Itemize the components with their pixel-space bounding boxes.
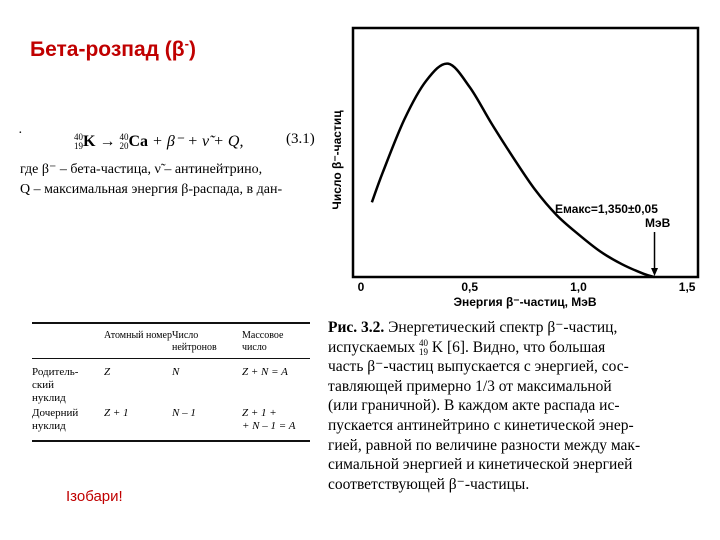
caption-line-3: часть β⁻-частиц выпускается с энергией, сос- — [328, 358, 629, 376]
table-row-daughter-a: Z + 1 + + N – 1 = A — [242, 407, 296, 432]
decay-equation: 40 19K → 40 20Ca + β⁻ + ν̃ + Q, — [74, 132, 244, 152]
x-tick-label: 1,5 — [678, 280, 696, 294]
beta-spectrum-chart — [325, 20, 705, 320]
spectrum-curve — [372, 64, 655, 277]
caption-line-5: (или граничной). В каждом акте распада ис- — [328, 397, 620, 415]
caption-line-6: пускается антинейтрино с кинетической энер- — [328, 416, 634, 434]
x-tick-label: 0 — [357, 280, 365, 294]
table-header-mass-number: Массовое число — [242, 330, 284, 353]
definition-line-2: Q – максимальная энергия β-распада, в дан- — [20, 182, 283, 197]
table-row-daughter-label: Дочерний нуклид — [32, 407, 79, 432]
table-header-atomic-number: Атомный номер — [104, 330, 172, 341]
x-axis-label: Энергия β⁻-частиц, МэВ — [453, 295, 597, 309]
table-row-daughter-n: N – 1 — [172, 407, 196, 419]
caption-body — [328, 357, 708, 494]
table-row-parent-n: N — [172, 366, 180, 378]
table-top-rule — [32, 322, 310, 324]
caption-line-7: гией, равной по величине разности между мак- — [328, 436, 641, 454]
bullet-mark: · — [18, 126, 23, 141]
table-header-neutrons: Число нейтронов — [172, 330, 217, 353]
slide-title: Бета-розпад (β-) — [30, 36, 196, 61]
figure-caption — [328, 318, 708, 494]
plot-frame — [353, 28, 698, 277]
emax-annotation: Eмакс=1,350±0,05 — [555, 202, 658, 216]
table-header-rule — [32, 358, 310, 359]
caption-line-1: Рис. 3.2. Энергетический спектр β⁻-частиц, — [328, 319, 618, 336]
caption-line-9: соответствующей β⁻-частицы. — [328, 475, 530, 493]
x-tick-label: 1,0 — [570, 280, 587, 294]
table-bottom-rule — [32, 440, 310, 442]
definitions — [20, 160, 282, 200]
nuclide-table — [32, 322, 310, 442]
table-row-daughter-z: Z + 1 — [104, 407, 129, 419]
table-row-parent-a: Z + N = A — [242, 366, 288, 378]
emax-unit: МэВ — [645, 216, 671, 230]
isobars-label: Ізобари! — [66, 488, 123, 505]
caption-line-8: симальной энергией и кинетической энергией — [328, 456, 633, 474]
table-row-parent-label: Родитель- ский нуклид — [32, 366, 79, 404]
y-axis-label: Число β⁻-частиц — [330, 110, 344, 210]
caption-line-2: испускаемых 40 19 K [6]. Видно, что большая — [328, 338, 606, 358]
caption-line-4: тавляющей примерно 1/3 от максимальной — [328, 377, 612, 395]
equation-number: (3.1) — [286, 131, 315, 147]
emax-arrowhead — [651, 268, 658, 276]
x-tick-label: 0,5 — [461, 280, 479, 294]
table-row-parent-z: Z — [104, 366, 111, 378]
definition-line-1: где β⁻ – бета-частица, ν̃ – антинейтрино, — [20, 162, 263, 177]
